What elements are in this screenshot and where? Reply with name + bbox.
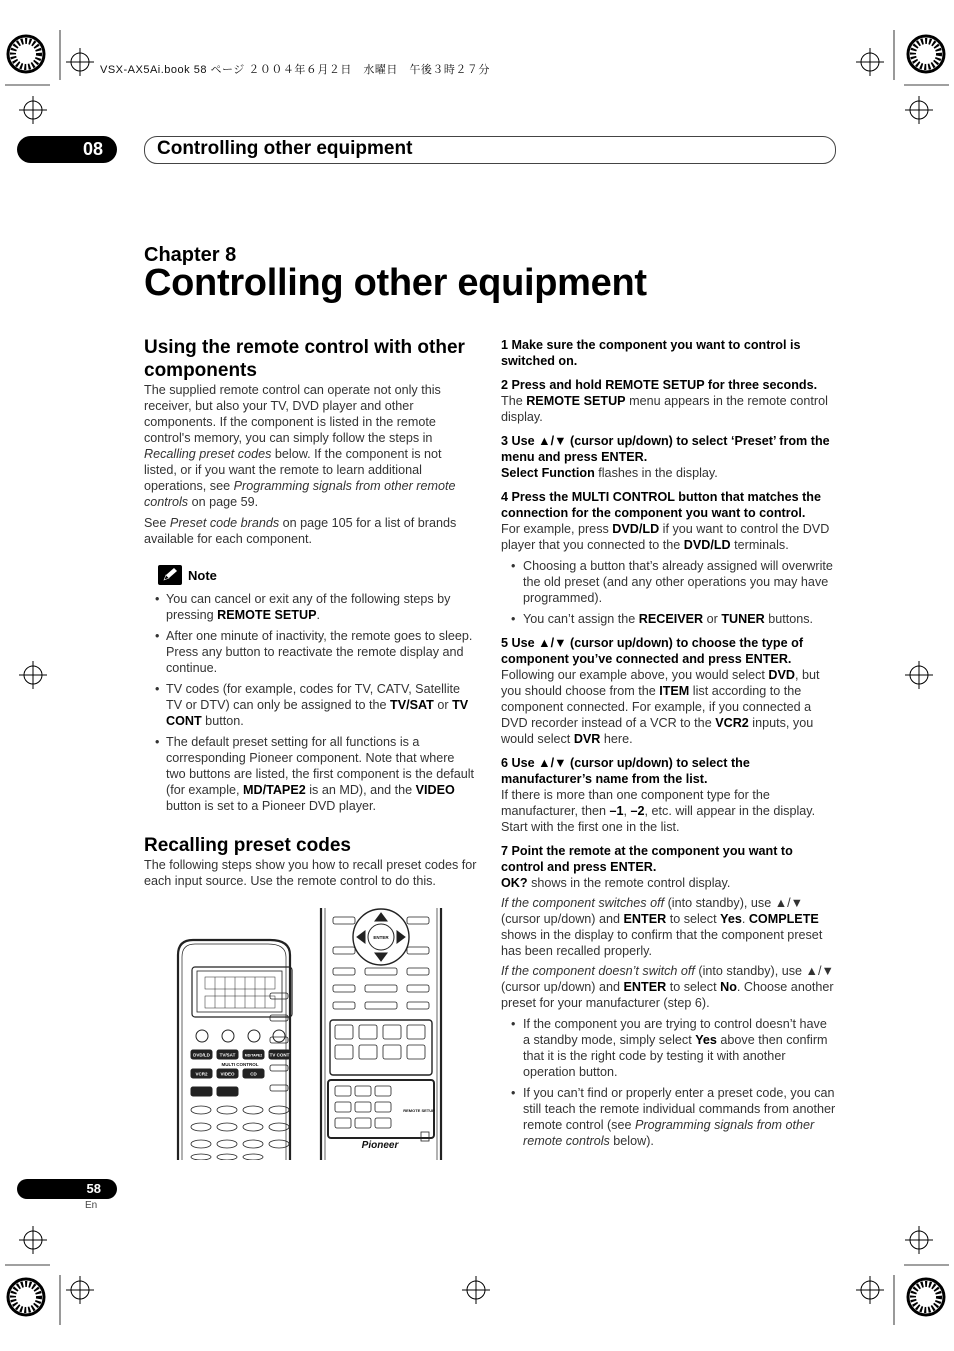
step-heading: 1 Make sure the component you want to control is switched on. [501, 338, 801, 368]
note-box [144, 565, 477, 814]
section-heading: Recalling preset codes [144, 835, 351, 856]
paragraph: The supplied remote control can operate not only this receiver, but also your TV, DVD player and other components. If the component is listed in the remote control's memory, you can simply follow the steps in Recalling preset codes below. If the component is not listed, or if you want the remote to learn additional operations, see Programming signals from other remote controls on page 59. [144, 383, 456, 509]
step-heading: 5 Use ▲/▼ (cursor up/down) to choose the type of component you’ve connected and press ENTER. [501, 636, 804, 666]
remote-brand-logo: Pioneer [361, 1140, 399, 1151]
chapter-number: 08 [83, 139, 104, 159]
step-text: If there is more than one component type for the manufacturer, then –1, –2, etc. will appear in the display. Start with the first one in the list. [501, 788, 816, 834]
remote-setup-label: REMOTE SETUP [403, 1108, 435, 1113]
step-text: If the component doesn’t switch off (into standby), use ▲/▼ (cursor up/down) and ENTER to select No. Choose another preset for your manufacturer (step 6). [501, 964, 834, 1010]
step-text: Following our example above, you would select DVD, but you should choose from the ITEM list according to the component connected. For example, if you connected a DVD recorder instead of a VCR to the VCR2 inputs, you would select DVR here. [501, 668, 820, 746]
pencil-icon [158, 565, 182, 585]
step-heading: 4 Press the MULTI CONTROL button that matches the connection for the component you want to control. [501, 490, 822, 520]
remote-button-vcr2: VCR2 [195, 1071, 208, 1077]
page-title: Controlling other equipment [144, 262, 647, 304]
cross-reference: Recalling preset codes [144, 447, 272, 461]
paragraph: The following steps show you how to recall preset codes for each input source. Use the remote control to do this. [144, 858, 477, 888]
step-text: The REMOTE SETUP menu appears in the remote control display. [501, 394, 828, 424]
page-number: 58 [86, 1181, 101, 1196]
step-text: Select Function flashes in the display. [501, 466, 718, 480]
section-heading: Using the remote control with other components [144, 337, 465, 381]
note-item: • You can cancel or exit any of the following steps by pressing REMOTE SETUP. [144, 591, 477, 623]
step-text: For example, press DVD/LD if you want to control the DVD player that you connected to the DVD/LD terminals. [501, 522, 830, 552]
note-item: • The default preset setting for all functions is a corresponding Pioneer component. Note that where two buttons are listed, the first component is the default (for example, MD/TAPE2 is an MD), and the VIDEO button is set to a Pioneer DVD player. [144, 734, 477, 814]
remote-button-dvd-ld: DVD/LD [193, 1052, 210, 1058]
step-text: OK? shows in the remote control display. [501, 876, 731, 890]
step-heading: 3 Use ▲/▼ (cursor up/down) to select ‘Preset’ from the menu and press ENTER. [501, 434, 830, 464]
remote-button-video: VIDEO [220, 1071, 235, 1077]
list-item: • If you can’t find or properly enter a preset code, you can still teach the remote individual commands from another remote control (see Programming signals from other remote controls below). [501, 1085, 837, 1149]
remote-enter-label: ENTER [373, 935, 389, 940]
note-item: • After one minute of inactivity, the remote goes to sleep. Press any button to reactivate the remote display and continue. [144, 628, 477, 676]
note-item: • TV codes (for example, codes for TV, CATV, Satellite TV or DTV) can only be assigned to the TV/SAT or TV CONT button. [144, 681, 477, 729]
cross-reference: Preset code brands [169, 516, 280, 530]
page-number-badge [17, 1179, 117, 1199]
step-text: If the component switches off (into standby), use ▲/▼ (cursor up/down) and ENTER to select Yes. COMPLETE shows in the display to confirm that the component preset has been recalled properly. [501, 896, 823, 958]
chapter-label: Chapter 8 [144, 244, 237, 266]
remote-control-illustration [175, 905, 450, 1160]
language-code: En [85, 1200, 98, 1211]
right-column [501, 337, 837, 1157]
list-item: • You can’t assign the RECEIVER or TUNER buttons. [501, 611, 837, 627]
list-item: • Choosing a button that’s already assigned will overwrite the old preset (and any other operations you may have programmed). [501, 558, 837, 606]
step-heading: 2 Press and hold REMOTE SETUP for three seconds. [501, 378, 818, 392]
step-heading: 6 Use ▲/▼ (cursor up/down) to select the manufacturer’s name from the list. [501, 756, 750, 786]
running-header [144, 136, 836, 164]
left-column [144, 336, 477, 894]
remote-multi-control-label: MULTI CONTROL [221, 1062, 259, 1067]
print-header: VSX-AX5Ai.book 58 ページ ２００４年６月２日 水曜日 午後３時２７分 [100, 64, 490, 76]
list-item: • If the component you are trying to control doesn’t have a standby mode, simply select Yes above then confirm that it is the right code by testing it with another operation button. [501, 1016, 837, 1080]
remote-button-md-tape2: MD/TAPE2 [244, 1053, 263, 1058]
chapter-badge [17, 136, 117, 163]
paragraph: See Preset code brands on page 105 for a list of brands available for each component. [144, 516, 457, 546]
remote-button-tv-cont: TV CONT [269, 1052, 290, 1058]
remote-button-tv-sat: TV/SAT [219, 1052, 236, 1058]
step-heading: 7 Point the remote at the component you want to control and press ENTER. [501, 844, 793, 874]
remote-button-cd: CD [250, 1071, 257, 1077]
note-label: Note [188, 567, 217, 583]
running-header-title: Controlling other equipment [157, 138, 413, 159]
cross-reference: Programming signals from other remote controls [144, 479, 456, 509]
